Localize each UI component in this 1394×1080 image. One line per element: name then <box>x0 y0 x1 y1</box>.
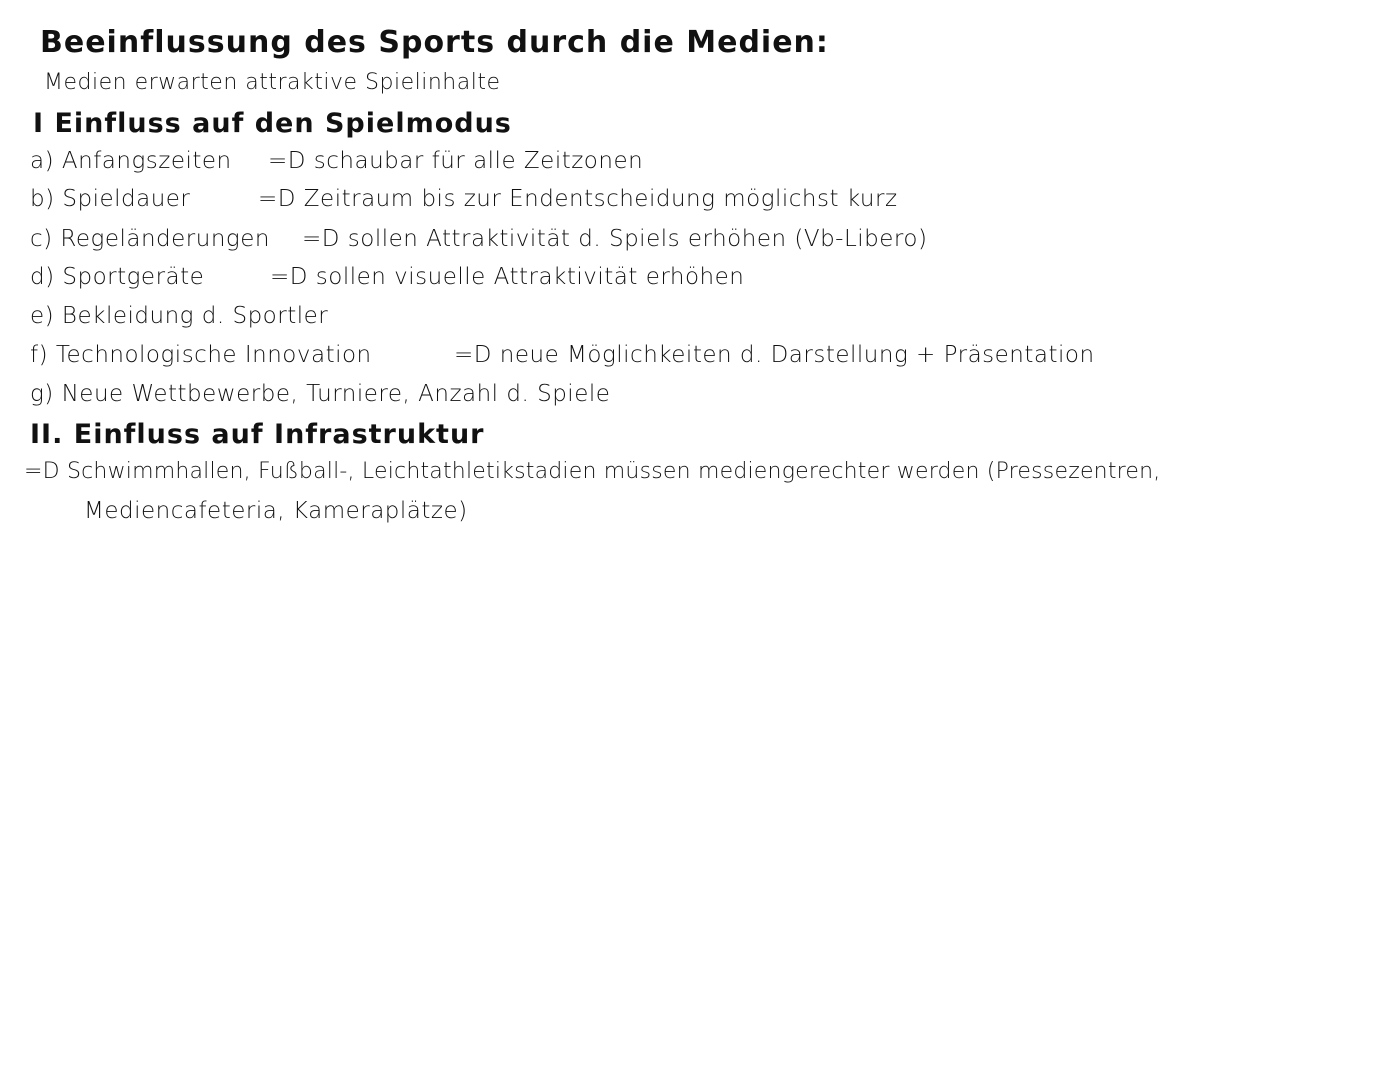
list-item <box>30 383 610 406</box>
list-item-text: =D sollen visuelle Attraktivität erhöhen <box>270 264 745 290</box>
section-1-heading: I Einfluss auf den Spielmodus <box>33 108 512 139</box>
page-title: Beeinflussung des Sports durch die Medien: <box>40 25 829 60</box>
list-item-text: =D Zeitraum bis zur Endentscheidung möglichst kurz <box>258 186 898 212</box>
section-2-heading: II. Einfluss auf Infrastruktur <box>30 419 485 450</box>
list-item-label: e) Bekleidung d. Sportler <box>30 303 329 329</box>
list-item-label: c) Regeländerungen <box>30 226 270 252</box>
list-item-label: b) Spieldauer <box>30 186 191 212</box>
list-item <box>30 344 1095 367</box>
section-2-line-2: Mediencafeteria, Kameraplätze) <box>84 498 468 524</box>
list-item <box>30 188 898 211</box>
list-item-label: f) Technologische Innovation <box>30 342 372 368</box>
list-item <box>30 228 927 251</box>
list-item <box>30 150 643 173</box>
list-item-text: =D neue Möglichkeiten d. Darstellung + Präsentation <box>454 342 1095 368</box>
subtitle: Medien erwarten attraktive Spielinhalte <box>44 70 501 95</box>
list-item-text: =D sollen Attraktivität d. Spiels erhöhen (Vb-Libero) <box>302 226 928 252</box>
list-item-label: a) Anfangszeiten <box>30 148 232 174</box>
list-item-label: g) Neue Wettbewerbe, Turniere, Anzahl d. Spiele <box>30 381 611 407</box>
section-2-line-1: =D Schwimmhallen, Fußball-, Leichtathletikstadien müssen mediengerechter werden (Pressezentren, <box>24 459 1161 484</box>
list-item <box>30 266 744 289</box>
list-item <box>30 305 328 328</box>
list-item-label: d) Sportgeräte <box>30 264 205 290</box>
list-item-text: =D schaubar für alle Zeitzonen <box>268 148 644 174</box>
